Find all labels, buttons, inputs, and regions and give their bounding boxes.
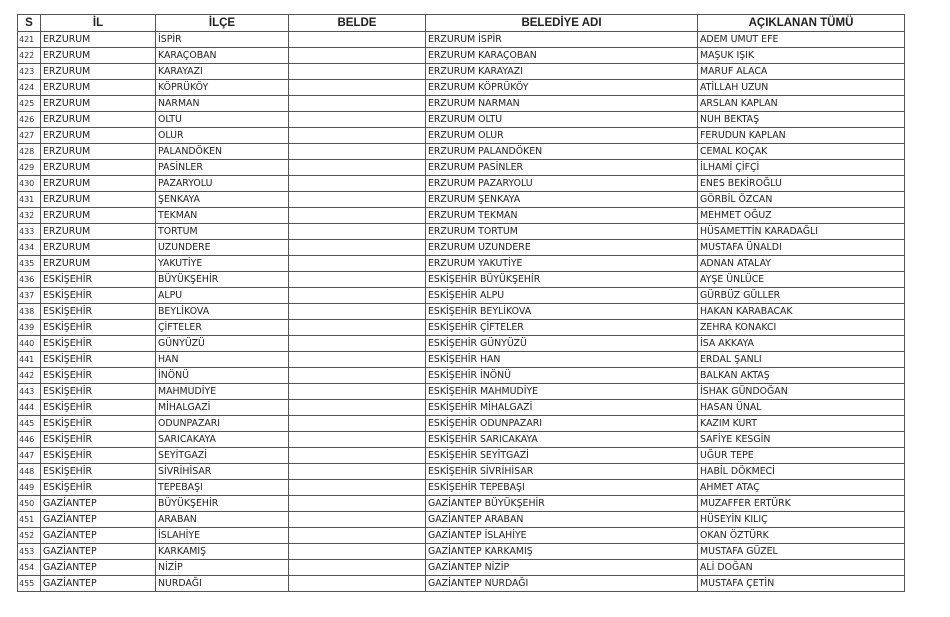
table-row: [18, 80, 905, 96]
belediye-adi-cell: ERZURUM İSPİR: [426, 32, 698, 48]
aciklanan-tumu-cell: HAKAN KARABACAK: [698, 304, 905, 320]
belde-cell: [289, 32, 426, 48]
table-row: [18, 256, 905, 272]
row-number-cell: 430: [18, 176, 41, 192]
belde-cell: [289, 560, 426, 576]
belde-cell: [289, 400, 426, 416]
belde-cell: [289, 528, 426, 544]
ilce-cell: TORTUM: [156, 224, 289, 240]
belediye-adi-cell: ERZURUM TEKMAN: [426, 208, 698, 224]
ilce-cell: BÜYÜKŞEHİR: [156, 496, 289, 512]
ilce-cell: ÇİFTELER: [156, 320, 289, 336]
il-cell: ERZURUM: [41, 224, 156, 240]
row-number-cell: 423: [18, 64, 41, 80]
table-row: [18, 160, 905, 176]
belde-cell: [289, 128, 426, 144]
belde-cell: [289, 192, 426, 208]
belde-cell: [289, 496, 426, 512]
belediye-adi-cell: GAZİANTEP KARKAMIŞ: [426, 544, 698, 560]
table-row: [18, 352, 905, 368]
il-cell: ESKİŞEHİR: [41, 304, 156, 320]
column-header-belde: BELDE: [289, 15, 426, 32]
aciklanan-tumu-cell: OKAN ÖZTÜRK: [698, 528, 905, 544]
table-row: [18, 240, 905, 256]
belde-cell: [289, 336, 426, 352]
ilce-cell: İNÖNÜ: [156, 368, 289, 384]
belediye-adi-cell: ERZURUM KÖPRÜKÖY: [426, 80, 698, 96]
aciklanan-tumu-cell: SAFİYE KESGİN: [698, 432, 905, 448]
ilce-cell: ALPU: [156, 288, 289, 304]
belediye-adi-cell: ESKİŞEHİR HAN: [426, 352, 698, 368]
row-number-cell: 438: [18, 304, 41, 320]
belde-cell: [289, 272, 426, 288]
row-number-cell: 422: [18, 48, 41, 64]
ilce-cell: İSLAHİYE: [156, 528, 289, 544]
il-cell: ESKİŞEHİR: [41, 464, 156, 480]
il-cell: ESKİŞEHİR: [41, 400, 156, 416]
row-number-cell: 449: [18, 480, 41, 496]
il-cell: ESKİŞEHİR: [41, 352, 156, 368]
aciklanan-tumu-cell: GÜRBÜZ GÜLLER: [698, 288, 905, 304]
belediye-adi-cell: ESKİŞEHİR İNÖNÜ: [426, 368, 698, 384]
il-cell: ERZURUM: [41, 96, 156, 112]
ilce-cell: BEYLİKOVA: [156, 304, 289, 320]
row-number-cell: 453: [18, 544, 41, 560]
ilce-cell: OLTU: [156, 112, 289, 128]
belde-cell: [289, 288, 426, 304]
belde-cell: [289, 304, 426, 320]
ilce-cell: PAZARYOLU: [156, 176, 289, 192]
table-row: [18, 64, 905, 80]
belde-cell: [289, 464, 426, 480]
row-number-cell: 452: [18, 528, 41, 544]
il-cell: ESKİŞEHİR: [41, 336, 156, 352]
row-number-cell: 447: [18, 448, 41, 464]
row-number-cell: 442: [18, 368, 41, 384]
row-number-cell: 451: [18, 512, 41, 528]
il-cell: ERZURUM: [41, 144, 156, 160]
belediye-adi-cell: ESKİŞEHİR MAHMUDİYE: [426, 384, 698, 400]
aciklanan-tumu-cell: KAZIM KURT: [698, 416, 905, 432]
row-number-cell: 432: [18, 208, 41, 224]
ilce-cell: UZUNDERE: [156, 240, 289, 256]
aciklanan-tumu-cell: MUSTAFA GÜZEL: [698, 544, 905, 560]
row-number-cell: 433: [18, 224, 41, 240]
belediye-adi-cell: ERZURUM OLTU: [426, 112, 698, 128]
table-row: [18, 176, 905, 192]
aciklanan-tumu-cell: ADNAN ATALAY: [698, 256, 905, 272]
table-row: [18, 448, 905, 464]
ilce-cell: HAN: [156, 352, 289, 368]
belde-cell: [289, 512, 426, 528]
belediye-adi-cell: ESKİŞEHİR BEYLİKOVA: [426, 304, 698, 320]
belde-cell: [289, 320, 426, 336]
belde-cell: [289, 544, 426, 560]
aciklanan-tumu-cell: ALİ DOĞAN: [698, 560, 905, 576]
belde-cell: [289, 64, 426, 80]
column-header-s: S: [18, 15, 41, 32]
aciklanan-tumu-cell: ERDAL ŞANLI: [698, 352, 905, 368]
aciklanan-tumu-cell: HABİL DÖKMECİ: [698, 464, 905, 480]
table-row: [18, 112, 905, 128]
row-number-cell: 444: [18, 400, 41, 416]
ilce-cell: KARAÇOBAN: [156, 48, 289, 64]
il-cell: GAZİANTEP: [41, 528, 156, 544]
belediye-adi-cell: ESKİŞEHİR SİVRİHİSAR: [426, 464, 698, 480]
row-number-cell: 426: [18, 112, 41, 128]
belediye-adi-cell: ERZURUM KARAÇOBAN: [426, 48, 698, 64]
ilce-cell: ARABAN: [156, 512, 289, 528]
row-number-cell: 436: [18, 272, 41, 288]
results-table: [17, 14, 905, 592]
belde-cell: [289, 352, 426, 368]
belediye-adi-cell: ESKİŞEHİR MİHALGAZİ: [426, 400, 698, 416]
row-number-cell: 425: [18, 96, 41, 112]
belde-cell: [289, 48, 426, 64]
belediye-adi-cell: ERZURUM TORTUM: [426, 224, 698, 240]
il-cell: ESKİŞEHİR: [41, 448, 156, 464]
aciklanan-tumu-cell: GÖRBİL ÖZCAN: [698, 192, 905, 208]
il-cell: ESKİŞEHİR: [41, 480, 156, 496]
aciklanan-tumu-cell: ENES BEKİROĞLU: [698, 176, 905, 192]
aciklanan-tumu-cell: UĞUR TEPE: [698, 448, 905, 464]
ilce-cell: NİZİP: [156, 560, 289, 576]
il-cell: ESKİŞEHİR: [41, 416, 156, 432]
belde-cell: [289, 112, 426, 128]
aciklanan-tumu-cell: İLHAMİ ÇİFÇİ: [698, 160, 905, 176]
belediye-adi-cell: ERZURUM PASİNLER: [426, 160, 698, 176]
il-cell: ESKİŞEHİR: [41, 288, 156, 304]
column-header-belediye-adi: BELEDİYE ADI: [426, 15, 698, 32]
table-row: [18, 304, 905, 320]
table-row: [18, 576, 905, 592]
belde-cell: [289, 432, 426, 448]
il-cell: ESKİŞEHİR: [41, 368, 156, 384]
belediye-adi-cell: ESKİŞEHİR TEPEBAŞI: [426, 480, 698, 496]
il-cell: GAZİANTEP: [41, 496, 156, 512]
aciklanan-tumu-cell: HÜSEYİN KILIÇ: [698, 512, 905, 528]
row-number-cell: 427: [18, 128, 41, 144]
ilce-cell: NARMAN: [156, 96, 289, 112]
belediye-adi-cell: GAZİANTEP İSLAHİYE: [426, 528, 698, 544]
ilce-cell: MİHALGAZİ: [156, 400, 289, 416]
table-row: [18, 496, 905, 512]
table-row: [18, 384, 905, 400]
belde-cell: [289, 448, 426, 464]
row-number-cell: 440: [18, 336, 41, 352]
aciklanan-tumu-cell: HÜSAMETTİN KARADAĞLI: [698, 224, 905, 240]
belde-cell: [289, 576, 426, 592]
aciklanan-tumu-cell: ARSLAN KAPLAN: [698, 96, 905, 112]
row-number-cell: 435: [18, 256, 41, 272]
belde-cell: [289, 240, 426, 256]
aciklanan-tumu-cell: MAŞUK IŞIK: [698, 48, 905, 64]
row-number-cell: 441: [18, 352, 41, 368]
belde-cell: [289, 96, 426, 112]
belediye-adi-cell: ERZURUM PALANDÖKEN: [426, 144, 698, 160]
table-row: [18, 560, 905, 576]
il-cell: ERZURUM: [41, 48, 156, 64]
aciklanan-tumu-cell: MEHMET OĞUZ: [698, 208, 905, 224]
ilce-cell: BÜYÜKŞEHİR: [156, 272, 289, 288]
row-number-cell: 445: [18, 416, 41, 432]
row-number-cell: 434: [18, 240, 41, 256]
belde-cell: [289, 208, 426, 224]
table-row: [18, 192, 905, 208]
il-cell: ERZURUM: [41, 160, 156, 176]
ilce-cell: MAHMUDİYE: [156, 384, 289, 400]
belediye-adi-cell: ERZURUM OLUR: [426, 128, 698, 144]
table-row: [18, 32, 905, 48]
row-number-cell: 437: [18, 288, 41, 304]
table-row: [18, 96, 905, 112]
il-cell: GAZİANTEP: [41, 512, 156, 528]
belediye-adi-cell: GAZİANTEP BÜYÜKŞEHİR: [426, 496, 698, 512]
belediye-adi-cell: ERZURUM UZUNDERE: [426, 240, 698, 256]
belde-cell: [289, 224, 426, 240]
belediye-adi-cell: GAZİANTEP NİZİP: [426, 560, 698, 576]
belediye-adi-cell: ESKİŞEHİR SEYİTGAZİ: [426, 448, 698, 464]
il-cell: GAZİANTEP: [41, 560, 156, 576]
ilce-cell: SARICAKAYA: [156, 432, 289, 448]
ilce-cell: TEPEBAŞI: [156, 480, 289, 496]
belde-cell: [289, 80, 426, 96]
row-number-cell: 431: [18, 192, 41, 208]
table-row: [18, 464, 905, 480]
ilce-cell: KARKAMIŞ: [156, 544, 289, 560]
il-cell: ERZURUM: [41, 64, 156, 80]
table-row: [18, 224, 905, 240]
table-row: [18, 336, 905, 352]
ilce-cell: PALANDÖKEN: [156, 144, 289, 160]
ilce-cell: İSPİR: [156, 32, 289, 48]
ilce-cell: PASİNLER: [156, 160, 289, 176]
belediye-adi-cell: ERZURUM PAZARYOLU: [426, 176, 698, 192]
ilce-cell: TEKMAN: [156, 208, 289, 224]
row-number-cell: 455: [18, 576, 41, 592]
ilce-cell: SİVRİHİSAR: [156, 464, 289, 480]
aciklanan-tumu-cell: MARUF ALACA: [698, 64, 905, 80]
belde-cell: [289, 368, 426, 384]
row-number-cell: 424: [18, 80, 41, 96]
belde-cell: [289, 480, 426, 496]
aciklanan-tumu-cell: CEMAL KOÇAK: [698, 144, 905, 160]
aciklanan-tumu-cell: İSHAK GÜNDOĞAN: [698, 384, 905, 400]
belediye-adi-cell: GAZİANTEP ARABAN: [426, 512, 698, 528]
column-header-ilce: İLÇE: [156, 15, 289, 32]
aciklanan-tumu-cell: BALKAN AKTAŞ: [698, 368, 905, 384]
table-row: [18, 48, 905, 64]
row-number-cell: 439: [18, 320, 41, 336]
table-row: [18, 144, 905, 160]
il-cell: ESKİŞEHİR: [41, 320, 156, 336]
il-cell: ERZURUM: [41, 128, 156, 144]
ilce-cell: KÖPRÜKÖY: [156, 80, 289, 96]
ilce-cell: GÜNYÜZÜ: [156, 336, 289, 352]
table-row: [18, 416, 905, 432]
row-number-cell: 454: [18, 560, 41, 576]
il-cell: ERZURUM: [41, 176, 156, 192]
row-number-cell: 429: [18, 160, 41, 176]
column-header-il: İL: [41, 15, 156, 32]
belde-cell: [289, 144, 426, 160]
belediye-adi-cell: ESKİŞEHİR ODUNPAZARI: [426, 416, 698, 432]
aciklanan-tumu-cell: ATİLLAH UZUN: [698, 80, 905, 96]
il-cell: ERZURUM: [41, 80, 156, 96]
il-cell: ERZURUM: [41, 208, 156, 224]
table-row: [18, 272, 905, 288]
table-row: [18, 128, 905, 144]
il-cell: ESKİŞEHİR: [41, 272, 156, 288]
belediye-adi-cell: ESKİŞEHİR ALPU: [426, 288, 698, 304]
belediye-adi-cell: ESKİŞEHİR GÜNYÜZÜ: [426, 336, 698, 352]
il-cell: GAZİANTEP: [41, 576, 156, 592]
table-header-row: [18, 15, 905, 32]
il-cell: ERZURUM: [41, 112, 156, 128]
table-row: [18, 288, 905, 304]
row-number-cell: 446: [18, 432, 41, 448]
belediye-adi-cell: ERZURUM YAKUTİYE: [426, 256, 698, 272]
aciklanan-tumu-cell: MUSTAFA ÇETİN: [698, 576, 905, 592]
table-row: [18, 400, 905, 416]
il-cell: ERZURUM: [41, 192, 156, 208]
belediye-adi-cell: ERZURUM NARMAN: [426, 96, 698, 112]
table-row: [18, 480, 905, 496]
belediye-adi-cell: ESKİŞEHİR SARICAKAYA: [426, 432, 698, 448]
belediye-adi-cell: ESKİŞEHİR BÜYÜKŞEHİR: [426, 272, 698, 288]
il-cell: ESKİŞEHİR: [41, 384, 156, 400]
table-row: [18, 528, 905, 544]
ilce-cell: SEYİTGAZİ: [156, 448, 289, 464]
row-number-cell: 443: [18, 384, 41, 400]
aciklanan-tumu-cell: AHMET ATAÇ: [698, 480, 905, 496]
table-body: [18, 32, 905, 592]
il-cell: GAZİANTEP: [41, 544, 156, 560]
aciklanan-tumu-cell: ZEHRA KONAKCI: [698, 320, 905, 336]
belde-cell: [289, 176, 426, 192]
belde-cell: [289, 416, 426, 432]
aciklanan-tumu-cell: NUH BEKTAŞ: [698, 112, 905, 128]
belediye-adi-cell: ESKİŞEHİR ÇİFTELER: [426, 320, 698, 336]
row-number-cell: 448: [18, 464, 41, 480]
ilce-cell: ODUNPAZARI: [156, 416, 289, 432]
belediye-adi-cell: ERZURUM ŞENKAYA: [426, 192, 698, 208]
belde-cell: [289, 384, 426, 400]
il-cell: ERZURUM: [41, 240, 156, 256]
ilce-cell: KARAYAZI: [156, 64, 289, 80]
row-number-cell: 421: [18, 32, 41, 48]
column-header-aciklanan-tumu: AÇIKLANAN TÜMÜ: [698, 15, 905, 32]
table-row: [18, 208, 905, 224]
table-row: [18, 320, 905, 336]
table-row: [18, 368, 905, 384]
aciklanan-tumu-cell: MUSTAFA ÜNALDI: [698, 240, 905, 256]
ilce-cell: ŞENKAYA: [156, 192, 289, 208]
belde-cell: [289, 160, 426, 176]
il-cell: ERZURUM: [41, 256, 156, 272]
belde-cell: [289, 256, 426, 272]
aciklanan-tumu-cell: MUZAFFER ERTÜRK: [698, 496, 905, 512]
aciklanan-tumu-cell: İSA AKKAYA: [698, 336, 905, 352]
belediye-adi-cell: GAZİANTEP NURDAĞI: [426, 576, 698, 592]
aciklanan-tumu-cell: ADEM UMUT EFE: [698, 32, 905, 48]
row-number-cell: 450: [18, 496, 41, 512]
aciklanan-tumu-cell: AYŞE ÜNLÜCE: [698, 272, 905, 288]
table-row: [18, 544, 905, 560]
row-number-cell: 428: [18, 144, 41, 160]
ilce-cell: OLUR: [156, 128, 289, 144]
ilce-cell: NURDAĞI: [156, 576, 289, 592]
table-row: [18, 432, 905, 448]
aciklanan-tumu-cell: FERUDUN KAPLAN: [698, 128, 905, 144]
table-row: [18, 512, 905, 528]
il-cell: ERZURUM: [41, 32, 156, 48]
aciklanan-tumu-cell: HASAN ÜNAL: [698, 400, 905, 416]
belediye-adi-cell: ERZURUM KARAYAZI: [426, 64, 698, 80]
il-cell: ESKİŞEHİR: [41, 432, 156, 448]
ilce-cell: YAKUTİYE: [156, 256, 289, 272]
